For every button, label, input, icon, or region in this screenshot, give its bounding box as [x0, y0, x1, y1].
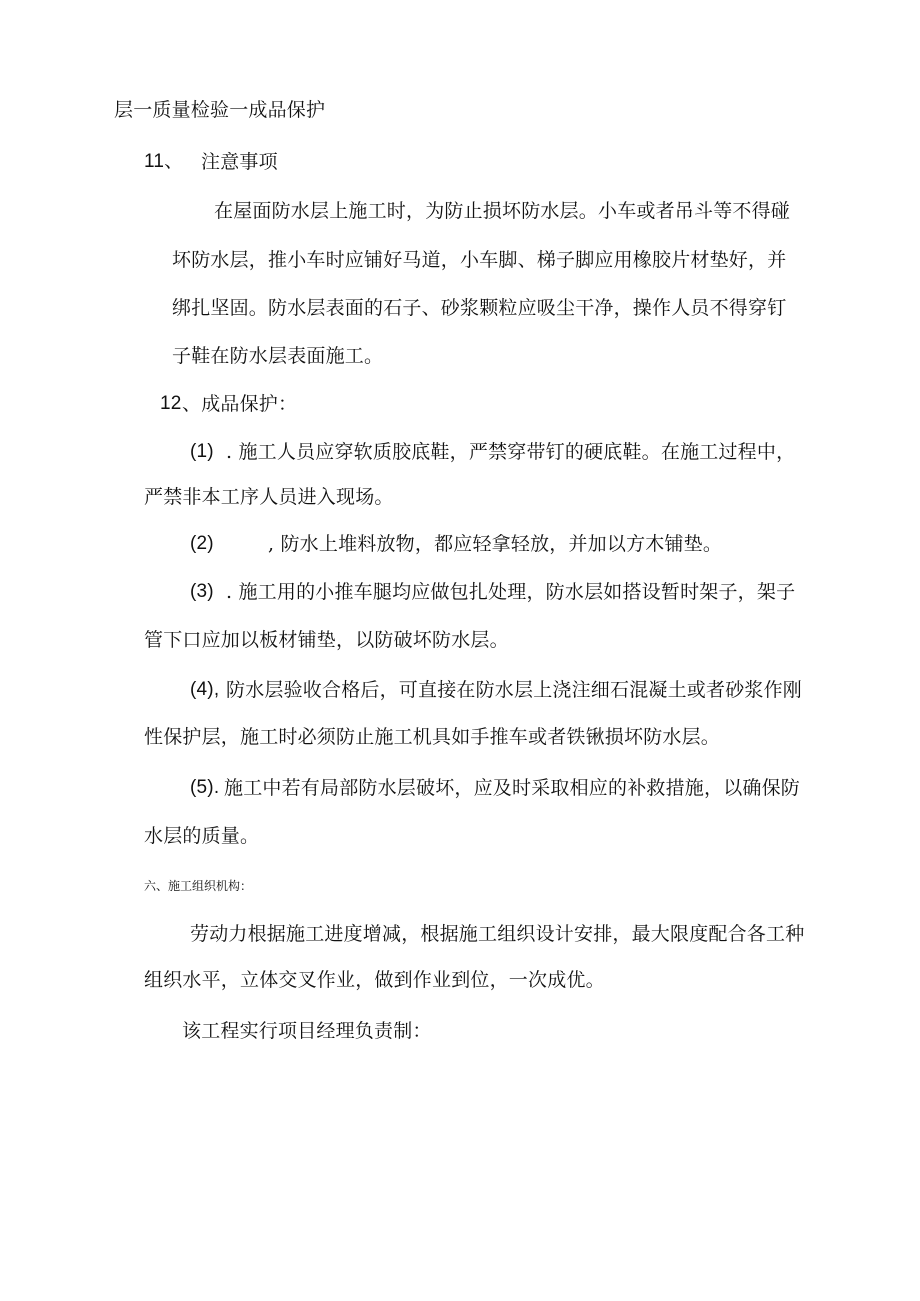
item-5-line-1: 施工中若有局部防水层破坏，应及时采取相应的补救措施，以确保防 [224, 777, 801, 799]
item-4-line-2: 性保护层，施工时必须防止施工机具如手推车或者铁锹损坏防水层。 [144, 726, 721, 748]
item-1-line-2: 严禁非本工序人员进入现场。 [144, 486, 394, 508]
section-6-para-line-2: 组织水平，立体交叉作业，做到作业到位，一次成优。 [144, 969, 605, 991]
item-4-line-1: 防水层验收合格后，可直接在防水层上浇注细石混凝土或者砂浆作刚 [226, 679, 803, 701]
section-11-para-line-1: 在屋面防水层上施工时，为防止损坏防水层。小车或者吊斗等不得碰 [214, 200, 791, 222]
section-11-para-line-4: 子鞋在防水层表面施工。 [172, 345, 384, 367]
item-3-mark: (3) [190, 581, 214, 602]
section-12-number: 12 [160, 393, 182, 414]
item-4-mark: (4), [190, 679, 220, 700]
section-6-para-line-1: 劳动力根据施工进度增减，根据施工组织设计安排，最大限度配合各工种 [190, 923, 805, 945]
item-2-mark: (2) [190, 533, 214, 554]
item-3-line-1: . 施工用的小推车腿均应做包扎处理，防水层如搭设暂时架子，架子 [226, 581, 796, 603]
section-11-para-line-3: 绑扎坚固。防水层表面的石子、砂浆颗粒应吸尘干净，操作人员不得穿钉 [172, 297, 787, 319]
top-line: 层一质量检验一成品保护 [114, 99, 326, 121]
item-1-line-1: . 施工人员应穿软质胶底鞋，严禁穿带钉的硬底鞋。在施工过程中， [226, 441, 796, 463]
section-11-title: 注意事项 [201, 151, 278, 173]
item-1-mark: (1) [190, 441, 214, 462]
item-3-line-2: 管下口应加以板材铺垫，以防破坏防水层。 [144, 629, 509, 651]
item-2-line-1: , 防水上堆料放物，都应轻拿轻放，并加以方木铺垫。 [268, 533, 723, 555]
item-5-line-2: 水层的质量。 [144, 825, 260, 847]
section-12-heading: 、成品保护： [182, 393, 298, 415]
section-6-heading: 六、施工组织机构： [144, 879, 253, 893]
section-11-number: 11、 [144, 151, 184, 172]
section-6-last-line: 该工程实行项目经理负责制： [182, 1020, 432, 1042]
item-5-mark: (5). [190, 777, 220, 798]
section-11-para-line-2: 坏防水层，推小车时应铺好马道，小车脚、梯子脚应用橡胶片材垫好，并 [172, 249, 787, 271]
